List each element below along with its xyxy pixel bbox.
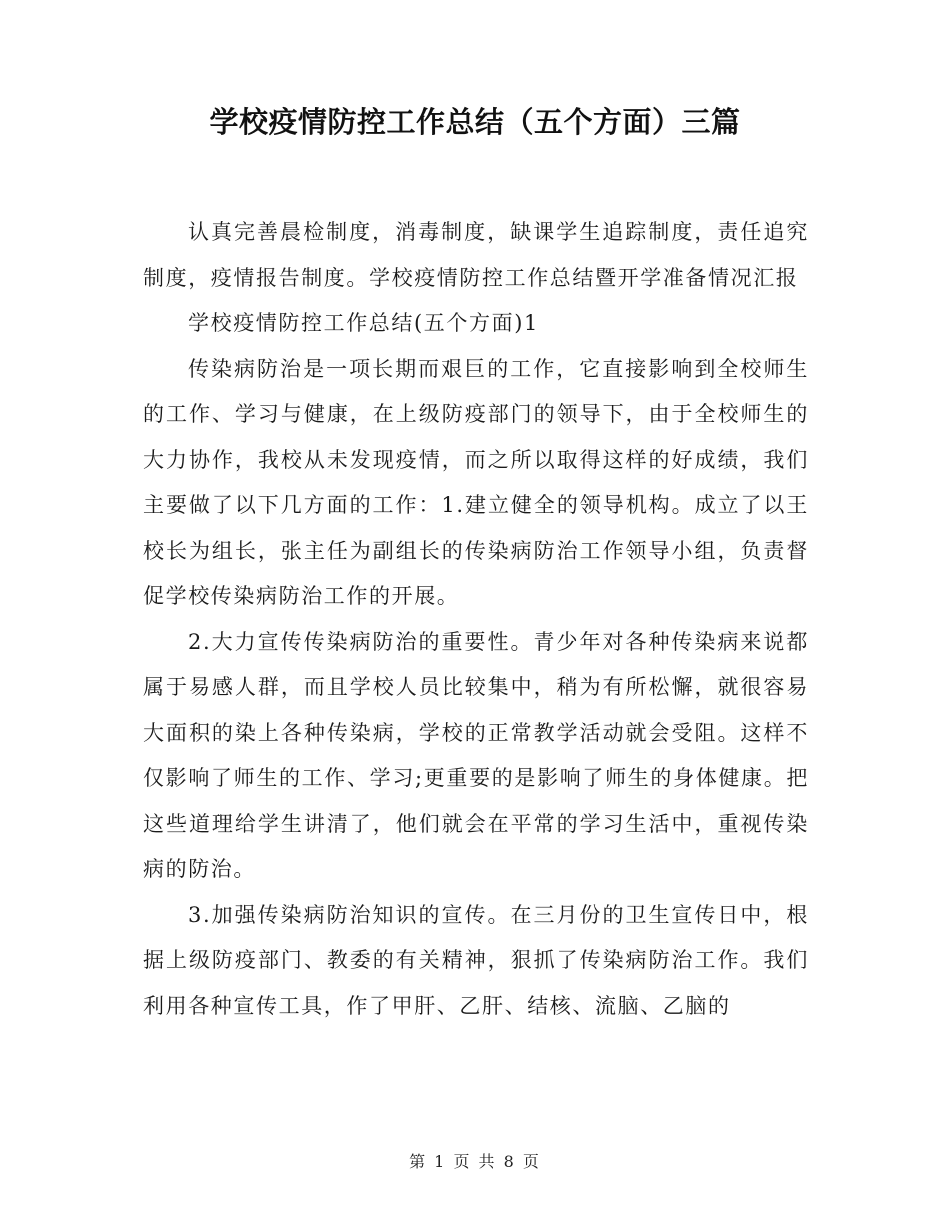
document-body	[143, 210, 809, 1029]
page-number-footer: 第 1 页 共 8 页	[409, 1152, 541, 1171]
document-title: 学校疫情防控工作总结（五个方面）三篇	[209, 105, 741, 139]
section-heading: 学校疫情防控工作总结(五个方面)1	[188, 311, 539, 335]
paragraph-publicity: 3.加强传染病防治知识的宣传。在三月份的卫生宣传日中，根据上级防疫部门、教委的有关精神，狠抓了传染病防治工作。我们利用各种宣传工具，作了甲肝、乙肝、结核、流脑、乙脑的	[143, 902, 809, 1018]
paragraph-importance: 2.大力宣传传染病防治的重要性。青少年对各种传染病来说都属于易感人群，而且学校人员比较集中，稍为有所松懈，就很容易大面积的染上各种传染病，学校的正常教学活动就会受阻。这样不仅影响了师生的工作、学习;更重要的是影响了师生的身体健康。把这些道理给学生讲清了，他们就会在平常的学习生活中，重视传染病的防治。	[143, 629, 809, 881]
paragraph-leadership: 传染病防治是一项长期而艰巨的工作，它直接影响到全校师生的工作、学习与健康，在上级防疫部门的领导下，由于全校师生的大力协作，我校从未发现疫情，而之所以取得这样的好成绩，我们主要做了以下几方面的工作：1.建立健全的领导机构。成立了以王校长为组长，张主任为副组长的传染病防治工作领导小组，负责督促学校传染病防治工作的开展。	[143, 356, 809, 608]
paragraph-intro: 认真完善晨检制度，消毒制度，缺课学生追踪制度，责任追究制度，疫情报告制度。学校疫情防控工作总结暨开学准备情况汇报	[143, 220, 809, 290]
